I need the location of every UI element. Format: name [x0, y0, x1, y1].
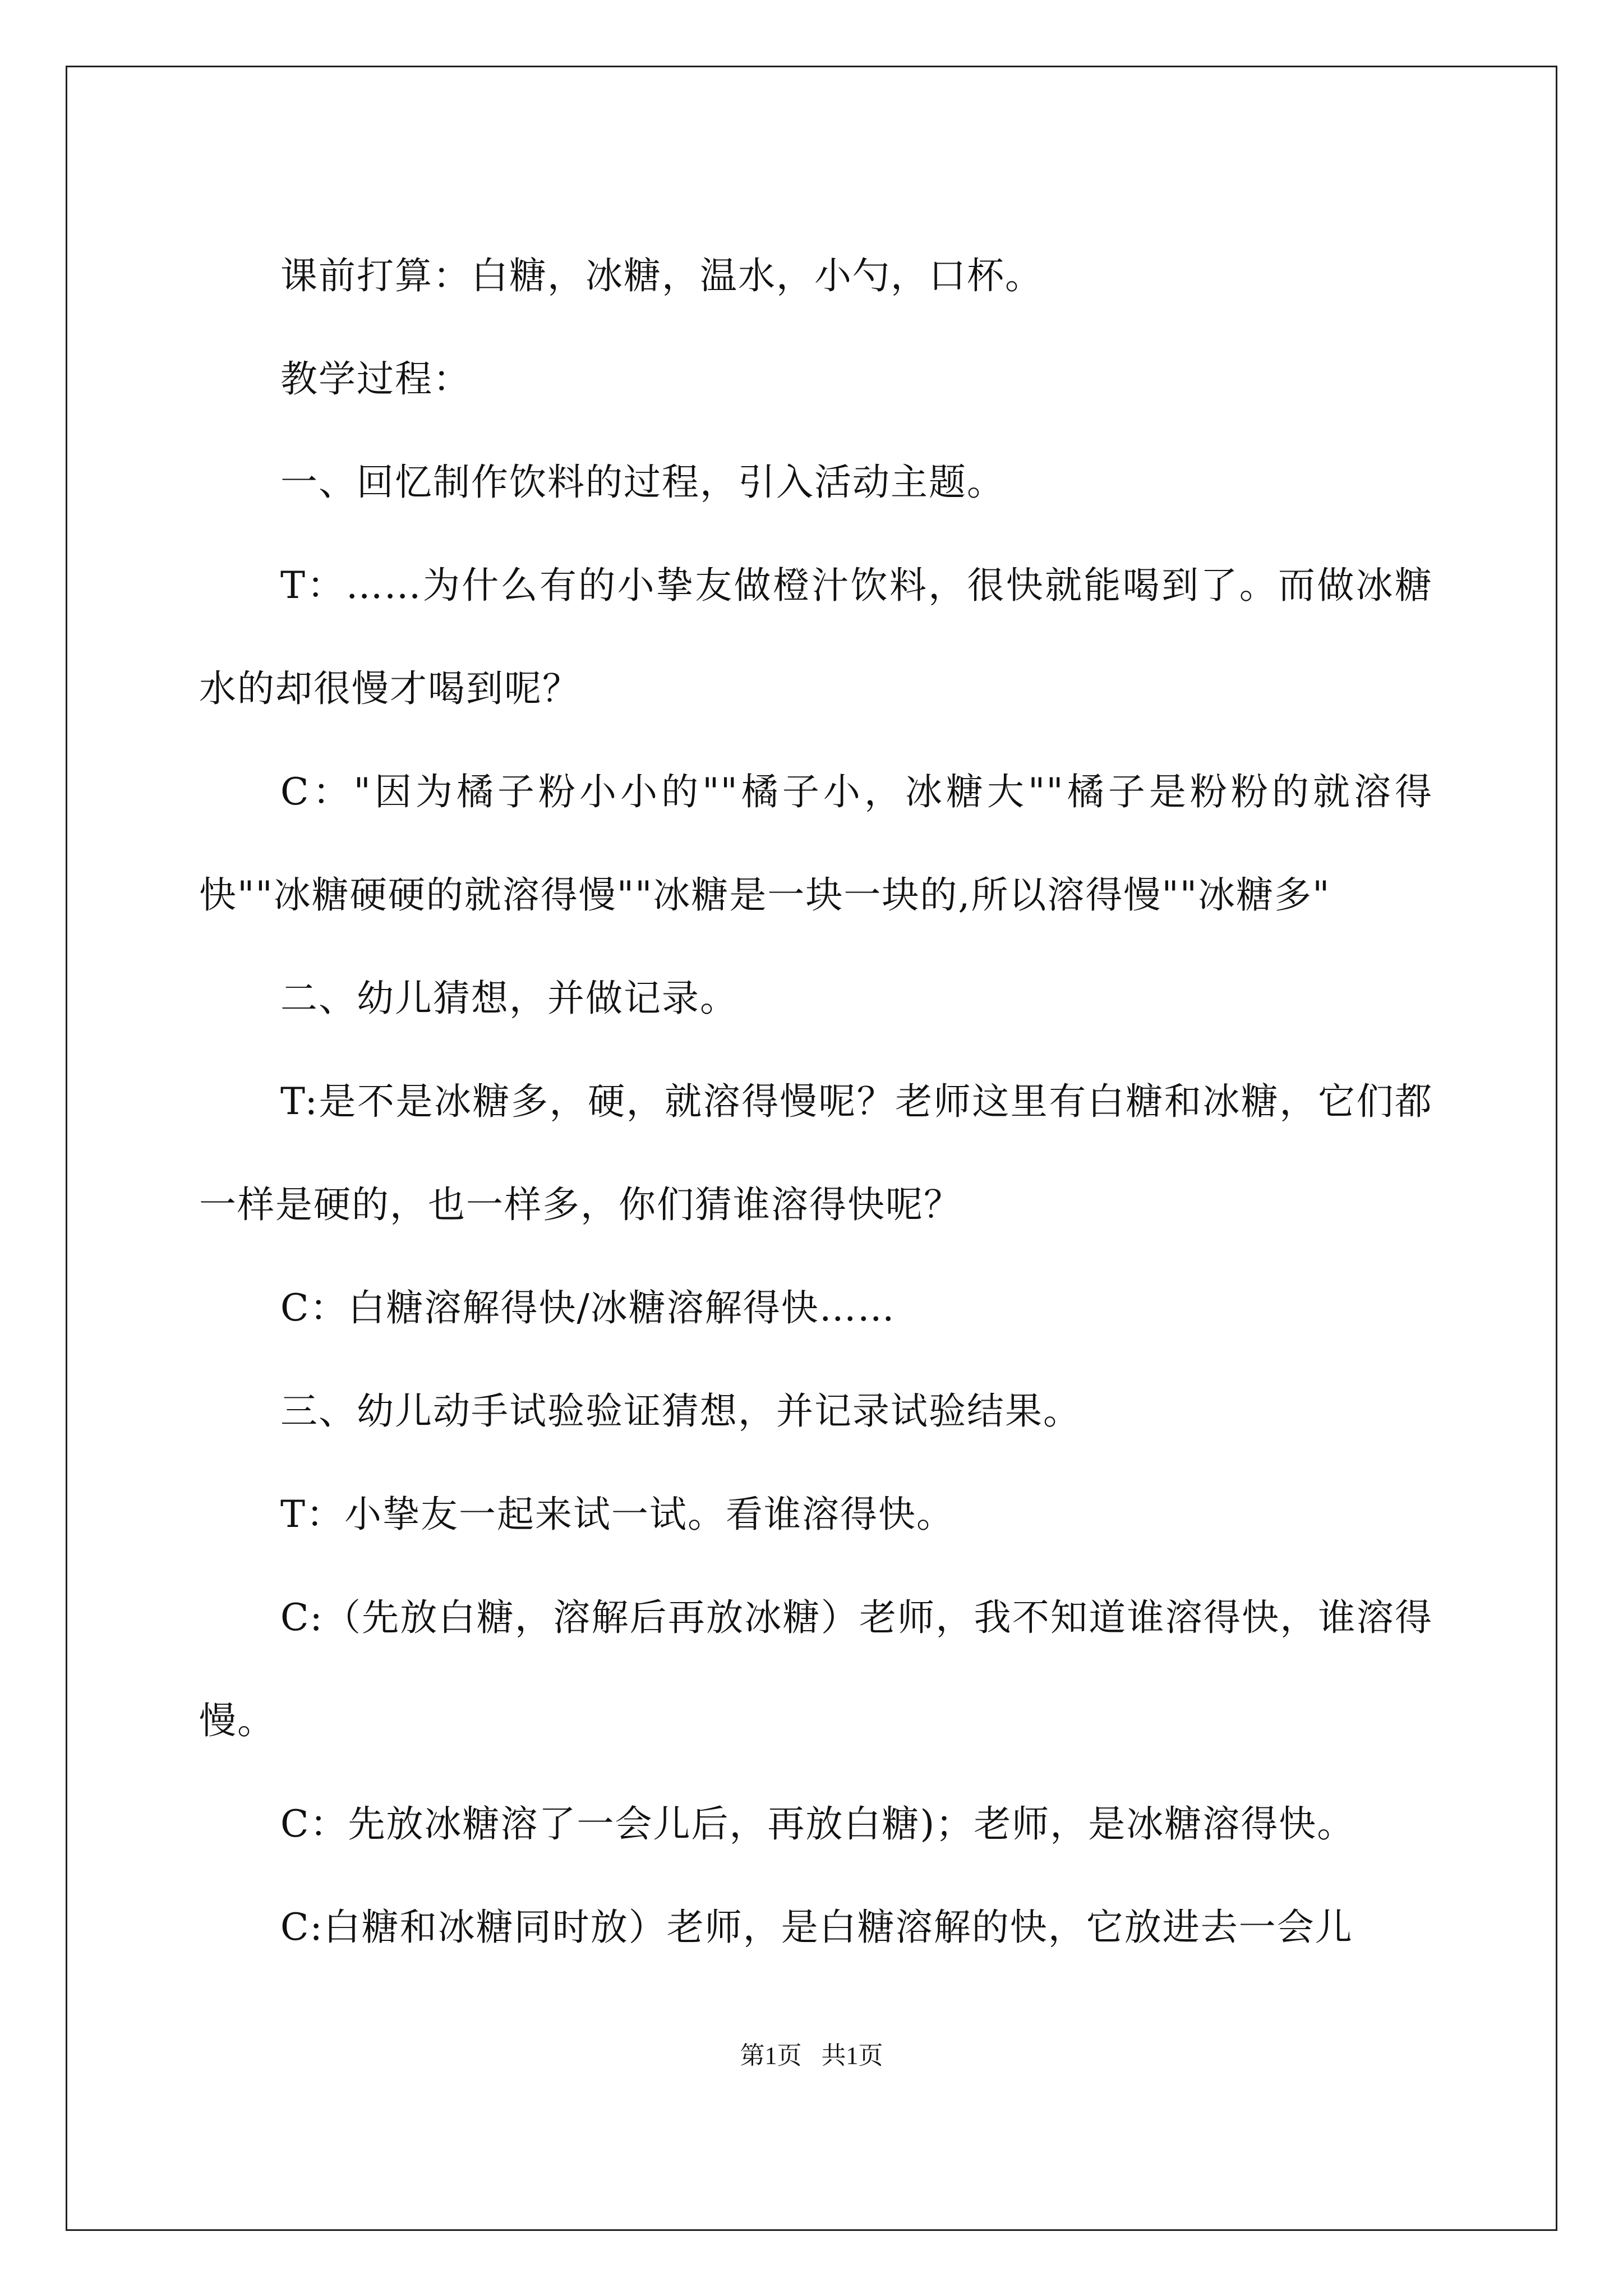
paragraph-child-result-2: C：先放冰糖溶了一会儿后，再放白糖)；老师，是冰糖溶得快。	[280, 1802, 1355, 1846]
paragraph-preparation: 课前打算：白糖，冰糖，温水，小勺，口杯。	[280, 254, 1043, 297]
page-footer	[0, 2035, 1623, 2071]
paragraph-child-result-1: C:（先放白糖，溶解后再放冰糖）老师，我不知道谁溶得快，谁溶得慢。	[199, 1596, 1433, 1742]
paragraph-child-result-3: C:白糖和冰糖同时放）老师，是白糖溶解的快，它放进去一会儿	[280, 1906, 1353, 1949]
page-number-current: 第1页	[740, 2042, 802, 2069]
paragraph-teacher-prompt: T：小挚友一起来试一试。看谁溶得快。	[280, 1493, 955, 1536]
paragraph-step-three: 三、幼儿动手试验验证猜想，并记录试验结果。	[280, 1389, 1081, 1433]
paragraph-children-answer-1: C："因为橘子粉小小的""橘子小，冰糖大""橘子是粉粉的就溶得快""冰糖硬硬的就溶得慢""冰糖是一块一块的,所以溶得慢""冰糖多"	[199, 770, 1433, 917]
paragraph-step-two: 二、幼儿猜想，并做记录。	[280, 977, 738, 1020]
document-body	[199, 224, 1433, 1979]
paragraph-process-heading: 教学过程：	[280, 357, 471, 401]
paragraph-teacher-question-1: T：……为什么有的小挚友做橙汁饮料，很快就能喝到了。而做冰糖水的却很慢才喝到呢？	[199, 564, 1433, 710]
paragraph-children-answer-2: C：白糖溶解得快/冰糖溶解得快……	[280, 1286, 896, 1329]
paragraph-step-one: 一、回忆制作饮料的过程，引入活动主题。	[280, 461, 1005, 504]
page-number-total: 共1页	[821, 2042, 883, 2069]
paragraph-teacher-question-2: T:是不是冰糖多，硬，就溶得慢呢？老师这里有白糖和冰糖，它们都一样是硬的，也一样多，你们猜谁溶得快呢？	[199, 1080, 1433, 1226]
